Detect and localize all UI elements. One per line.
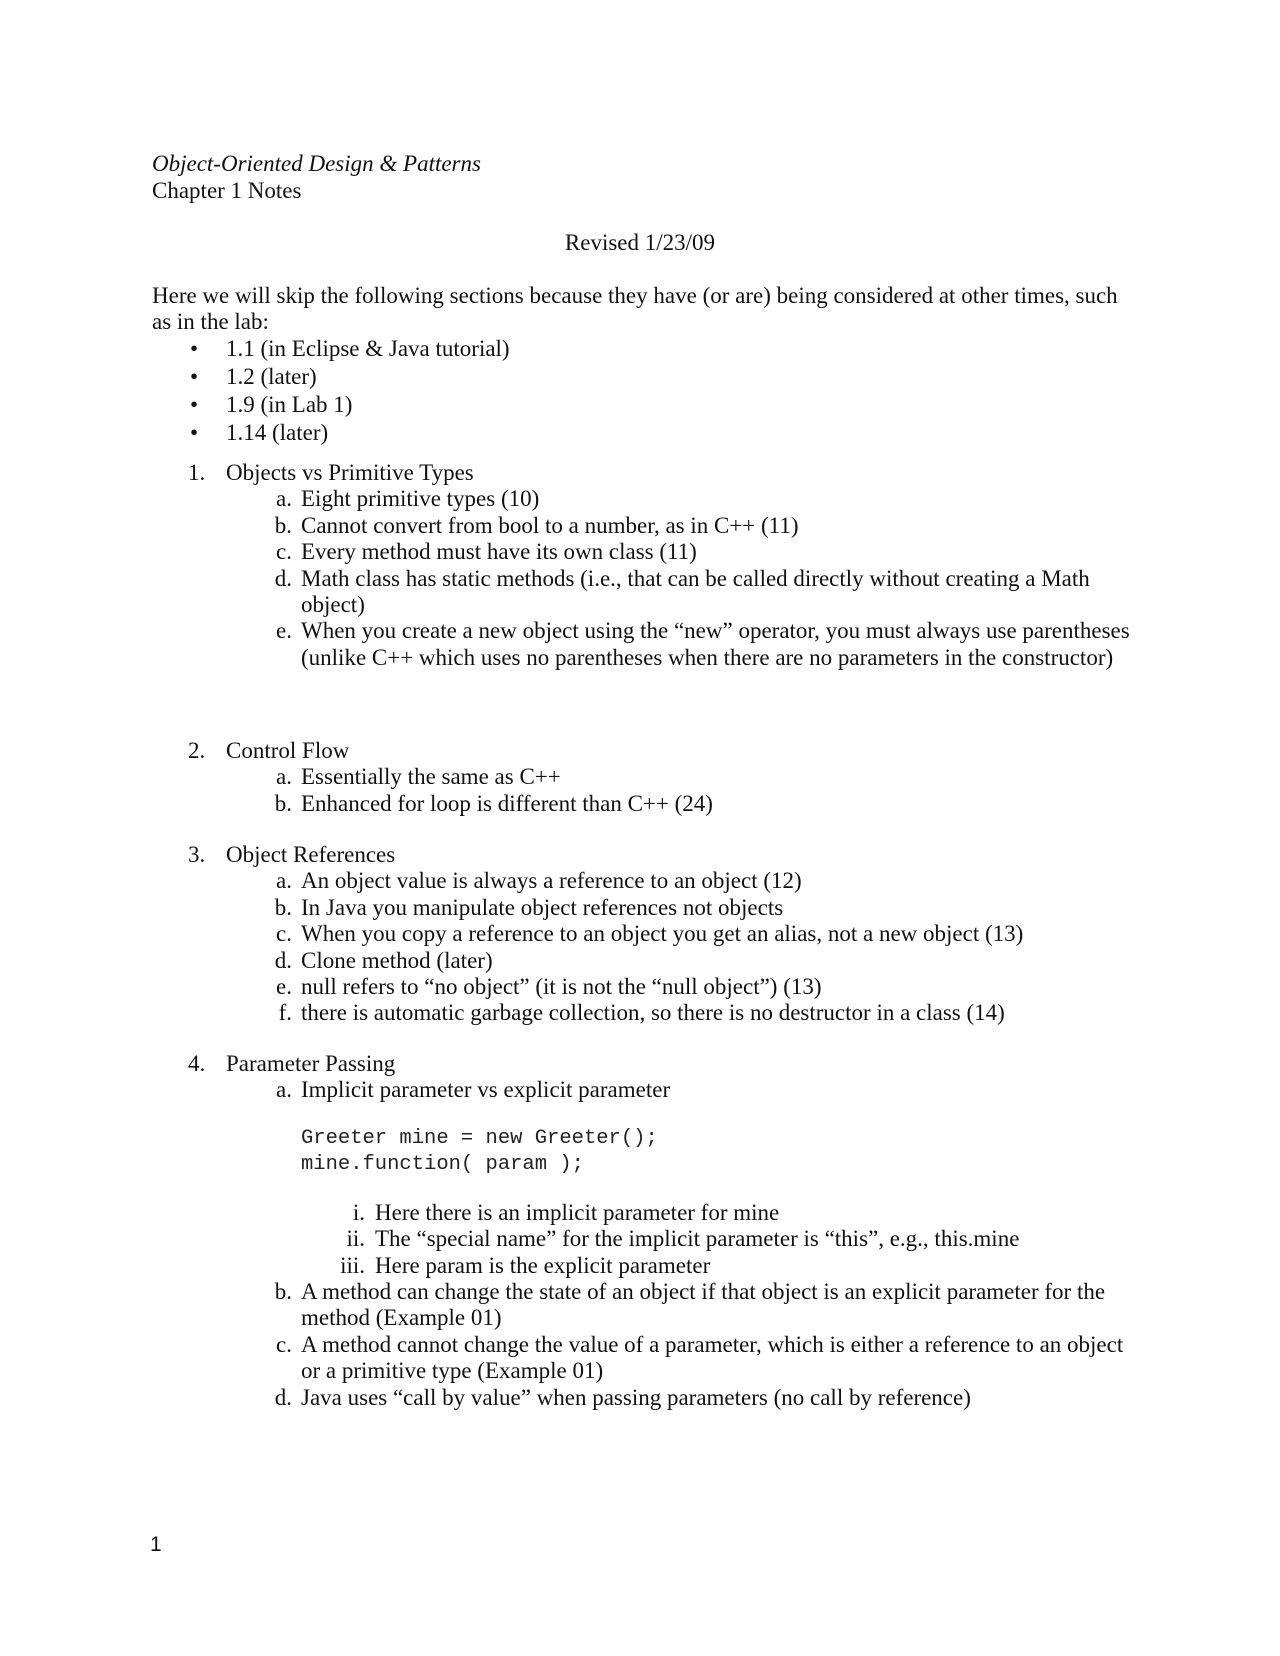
list-item: c. A method cannot change the value of a parameter, which is either a reference to an object or a primitive type (Example 01) <box>276 1331 1124 1384</box>
section-object-references <box>152 842 1142 1027</box>
sub-list-item: i. Here there is an implicit parameter for mine <box>352 1199 780 1225</box>
code-line: mine.function( param ); <box>301 1152 584 1176</box>
list-item: b. In Java you manipulate object references not objects <box>274 894 784 920</box>
document-title: Object-Oriented Design & Patterns <box>152 151 481 176</box>
code-snippet <box>152 1126 1142 1178</box>
page-number: 1 <box>150 1533 162 1556</box>
list-item: a. Essentially the same as C++ <box>276 764 561 790</box>
code-line: Greeter mine = new Greeter(); <box>301 1126 658 1150</box>
section-parameter-passing <box>152 1051 1142 1411</box>
document-page: Object-Oriented Design & Patterns Chapter 1 Notes Revised 1/23/09 Here we will skip the following sections because they have (or are) being considered at other times, such as in the lab: • 1.1 (in Eclipse & Java tutorial) • 1.2 (later) • 1.9 (in Lab 1) • 1.14 (later) 1. Objects vs Primitive Types a. Eight primitive types (10) b. Cannot convert from bool to a number, as in C++ (11) c. Every method must have its own class (11) d. Math class has static methods (i.e., that can be called directly without creating a Math object) e. When you create a new object using the “new” operator, you must always use parentheses (unlike C++ which uses no parentheses when there are no parameters in the constructor) 2. Control Flow a. Essentially the same as C++ b. Enhanced for loop is different than C++ (24) 3. Object References a. An object value is always a reference to an object (12) b. In Java you manipulate object references not objects c. When you copy a reference to an object you get an alias, not a new object (13) d. Clone method (later) e. null refers to “no object” (it is not the “null object”) (13) f. there is automatic garbage collection, so there is no destructor in a class (14) 4. Parameter Passing a. Implicit parameter vs explicit parameter Greeter mine = new Greeter(); mine.function( param ); i. Here there is an implicit parameter for mine ii. The “special name” for the implicit parameter is “this”, e.g., this.mine iii. Here param is the explicit parameter b. A method can change the state of an object if that object is an explicit parameter for the method (Example 01) c. A method cannot change the value of a parameter, which is either a reference to an object or a primitive type (Example 01) d. Java uses “call by value” when passing parameters (no call by reference) 1 <box>0 0 1280 1656</box>
list-item: c. When you copy a reference to an object you get an alias, not a new object (13) <box>276 921 1024 947</box>
sub-list-item: iii. Here param is the explicit parameter <box>340 1252 711 1278</box>
bullet-icon: • <box>190 336 199 361</box>
list-item: b. Cannot convert from bool to a number, as in C++ (11) <box>274 512 799 538</box>
revised-date: Revised 1/23/09 <box>564 230 716 255</box>
list-item: d. Java uses “call by value” when passing parameters (no call by reference) <box>274 1384 971 1410</box>
section-heading: 3. Object References <box>188 842 396 867</box>
list-item: d. Clone method (later) <box>274 947 493 973</box>
list-item: e. null refers to “no object” (it is not the “null object”) (13) <box>276 974 822 1000</box>
list-item: f. there is automatic garbage collection, so there is no destructor in a class (14) <box>278 1000 1005 1026</box>
sub-list-item: ii. The “special name” for the implicit parameter is “this”, e.g., this.mine <box>346 1226 1020 1252</box>
list-item: b. A method can change the state of an object if that object is an explicit parameter for the method (Example 01) <box>274 1279 1106 1331</box>
list-item: a. Eight primitive types (10) <box>276 486 540 512</box>
bullet-icon: • <box>190 364 199 389</box>
intro-paragraph: Here we will skip the following sections because they have (or are) being considered at other times, such as in the lab: <box>152 283 1118 335</box>
section-control-flow <box>152 738 1142 817</box>
section-heading: 1. Objects vs Primitive Types <box>188 460 474 485</box>
list-item: a. Implicit parameter vs explicit parameter <box>276 1077 671 1103</box>
list-item: a. An object value is always a reference to an object (12) <box>276 868 802 894</box>
section-heading: 2. Control Flow <box>188 738 350 763</box>
list-item: b. Enhanced for loop is different than C++ (24) <box>274 790 713 816</box>
bullet-icon: • <box>190 392 199 417</box>
document-subtitle: Chapter 1 Notes <box>152 178 302 203</box>
list-item: d. Math class has static methods (i.e., that can be called directly without creating a Math object) <box>274 565 1090 618</box>
section-heading: 4. Parameter Passing <box>188 1051 396 1076</box>
list-item: c. Every method must have its own class (11) <box>276 539 697 565</box>
list-item: e. When you create a new object using the “new” operator, you must always use parentheses (unlike C++ which uses no parentheses when there are no parameters in the constructor) <box>276 618 1130 670</box>
section-objects-vs-primitive-types <box>152 460 1142 671</box>
bullet-icon: • <box>190 420 199 445</box>
